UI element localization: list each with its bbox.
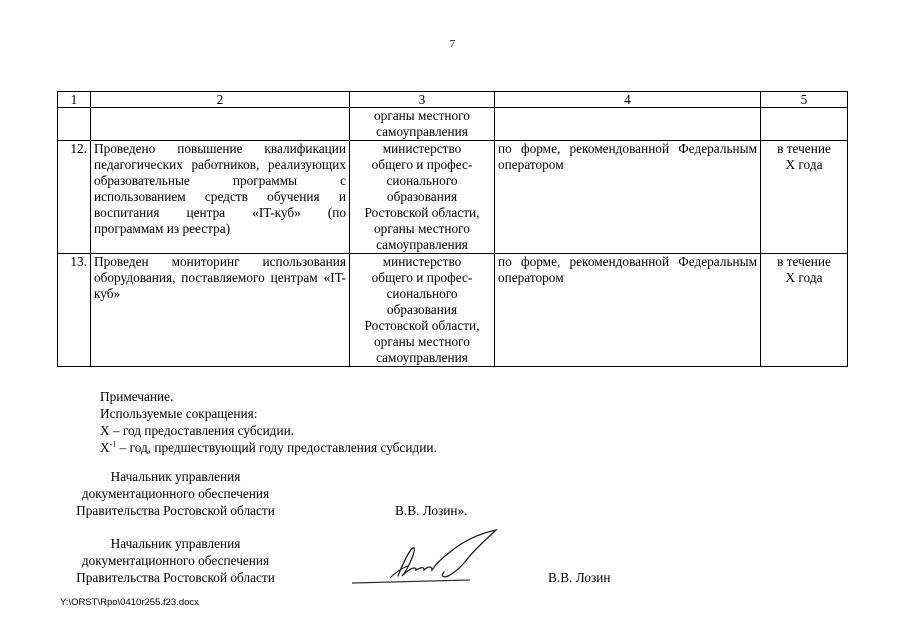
cell-empty: [58, 108, 91, 141]
deadline-cell: [761, 141, 848, 254]
notes-title: Примечание.: [100, 389, 174, 404]
responsible-line: органы местного: [374, 221, 470, 236]
cell-empty: [761, 108, 848, 141]
deadline-line: Х года: [785, 157, 823, 172]
description-cell: Проведен мониторинг использования оборудования, поставляемого центрам «IT-куб»: [91, 254, 350, 367]
signature-name-1: В.В. Лозин».: [395, 503, 468, 518]
responsible-line: образования: [386, 189, 458, 204]
signature-name-2: В.В. Лозин: [548, 570, 611, 585]
responsible-line: Ростовской области,: [364, 318, 480, 333]
responsible-line: сионального: [386, 286, 458, 301]
plan-table: [57, 91, 848, 367]
description-cell: Проведено повышение квалификации педагогических работников, реализующих образовательные программы с использованием средств обучения и воспитания центра «IT-куб» (по программам из реестра): [91, 141, 350, 254]
responsible-line: общего и профес-: [371, 157, 473, 172]
responsible-line: министерство: [382, 141, 462, 156]
table-header-row: [58, 92, 848, 108]
cell-empty: [91, 108, 350, 141]
table-row: [58, 141, 848, 254]
responsible-line: Ростовской области,: [364, 205, 480, 220]
notes-symbol: Х: [100, 440, 110, 455]
row-number: 13.: [58, 254, 91, 367]
header-cell: 5: [761, 92, 848, 108]
responsible-line: самоуправления: [376, 350, 468, 365]
signature-title-1: [58, 468, 293, 519]
signature-line: Правительства Ростовской области: [76, 570, 275, 585]
header-cell: 3: [350, 92, 495, 108]
responsible-line: общего и профес-: [371, 270, 473, 285]
header-cell: 4: [495, 92, 761, 108]
page-number: 7: [449, 38, 456, 50]
deadline-line: в течение: [777, 254, 831, 269]
notes-subtitle: Используемые сокращения:: [100, 406, 258, 421]
responsible-line: самоуправления: [376, 124, 468, 139]
responsible-line: органы местного: [374, 334, 470, 349]
responsible-line: министерство: [382, 254, 462, 269]
signature-line: документационного обеспечения: [81, 486, 270, 501]
responsible-line: органы местного: [374, 108, 470, 123]
form-cell: по форме, рекомендованной Федеральным оператором: [495, 254, 761, 367]
notes-line: Х – год предоставления субсидии.: [100, 423, 295, 438]
deadline-line: в течение: [777, 141, 831, 156]
signature-line: документационного обеспечения: [81, 553, 270, 568]
responsible-line: сионального: [386, 173, 458, 188]
notes-text: – год, предшествующий году предоставления субсидии.: [116, 440, 437, 455]
signature-line: Правительства Ростовской области: [76, 503, 275, 518]
notes-superscript: -1: [109, 439, 117, 449]
row-number: 12.: [58, 141, 91, 254]
signature-line: Начальник управления: [110, 536, 241, 551]
responsible-cell: [350, 108, 495, 141]
file-path: Y:\ORST\Rpo\0410r255.f23.docx: [60, 597, 199, 608]
header-cell: 2: [91, 92, 350, 108]
signature-title-2: [58, 535, 293, 586]
responsible-line: образования: [386, 302, 458, 317]
header-cell: 1: [58, 92, 91, 108]
signature-line: Начальник управления: [110, 469, 241, 484]
table-row: [58, 254, 848, 367]
notes-line: [100, 439, 437, 456]
responsible-cell: [350, 254, 495, 367]
table-row-continuation: [58, 108, 848, 141]
deadline-line: Х года: [785, 270, 823, 285]
handwritten-signature: [350, 528, 510, 588]
cell-empty: [495, 108, 761, 141]
responsible-cell: [350, 141, 495, 254]
notes-block: [100, 388, 437, 456]
responsible-line: самоуправления: [376, 237, 468, 252]
form-cell: по форме, рекомендованной Федеральным оператором: [495, 141, 761, 254]
deadline-cell: [761, 254, 848, 367]
